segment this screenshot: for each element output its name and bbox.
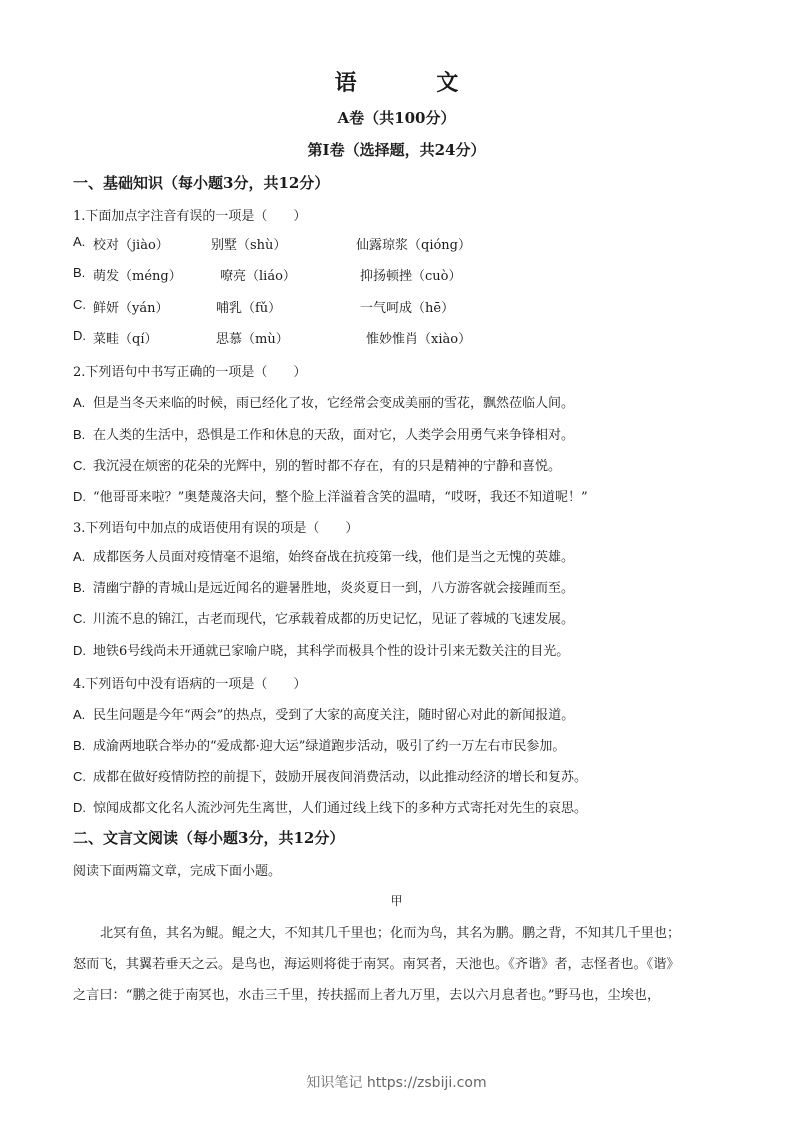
- q4-option-c: C. 成都在做好疫情防控的前提下，鼓励开展夜间消费活动，以此推动经济的增长和复苏。: [73, 769, 588, 785]
- q2-option-a: A. 但是当冬天来临的时候，雨已经化了妆，它经常会变成美丽的雪花，飘然莅临人间。: [73, 395, 575, 411]
- question-1-stem: 1.下面加点字注音有误的一项是（ ）: [73, 209, 307, 224]
- paper-subtitle-b: 第Ⅰ卷（选择题，共24分）: [307, 141, 486, 159]
- q3-option-d: D. 地铁6号线尚未开通就已家喻户晓，其科学而极具个性的设计引来无数关注的目光。: [73, 643, 570, 659]
- q1-option-a-item3: 仙露琼浆（qióng）: [356, 238, 472, 253]
- q1-option-b-item3: 抑扬顿挫（cuò）: [360, 269, 462, 284]
- q2-option-c: C. 我沉浸在烦密的花朵的光辉中，别的暂时都不存在，有的只是精神的宁静和喜悦。: [73, 458, 562, 474]
- q1-option-a-item1: 校对（jiào）: [93, 238, 169, 253]
- q1-option-a: A.: [73, 234, 86, 249]
- section-heading-classical: 二、文言文阅读（每小题3分，共12分）: [73, 829, 345, 847]
- q1-option-c-item1: 鲜妍（yán）: [93, 301, 169, 316]
- q3-option-a: A. 成都医务人员面对疫情毫不退缩，始终奋战在抗疫第一线，他们是当之无愧的英雄。: [73, 549, 575, 565]
- q1-option-d-item1: 菜畦（qí）: [93, 332, 158, 347]
- q1-option-d-item3: 惟妙惟肖（xiào）: [366, 332, 472, 347]
- q4-option-d: D. 惊闻成都文化名人流沙河先生离世，人们通过线上线下的多种方式寄托对先生的哀思。: [73, 800, 588, 816]
- question-2-stem: 2.下列语句中书写正确的一项是（ ）: [73, 365, 307, 380]
- q1-option-b: B.: [73, 265, 86, 280]
- passage-title: 甲: [390, 894, 403, 908]
- q1-option-a-item2: 别墅（shù）: [211, 238, 287, 253]
- question-3-stem: 3.下列语句中加点的成语使用有误的项是（ ）: [73, 521, 359, 536]
- q4-option-b: B. 成渝两地联合举办的“爱成都·迎大运”绿道跑步活动，吸引了约一万左右市民参加。: [73, 738, 566, 754]
- footer-watermark: 知识笔记 https://zsbiji.com: [306, 1075, 487, 1091]
- q1-option-c-item2: 哺乳（fǔ）: [216, 301, 282, 316]
- section-heading-basic: 一、基础知识（每小题3分，共12分）: [73, 174, 330, 192]
- q1-option-d-item2: 思慕（mù）: [216, 332, 289, 347]
- q1-option-c-item3: 一气呵成（hē）: [360, 301, 455, 316]
- q1-option-d: D.: [73, 328, 86, 343]
- passage-line-2: 怒而飞，其翼若垂天之云。是鸟也，海运则将徙于南冥。南冥者，天池也。《齐谐》者，志怪者也。《谐》: [73, 957, 680, 972]
- reading-instruction: 阅读下面两篇文章，完成下面小题。: [73, 864, 282, 879]
- q2-option-b: B. 在人类的生活中，恐惧是工作和休息的天敌，面对它，人类学会用勇气来争锋相对。: [73, 427, 575, 443]
- q1-option-c: C.: [73, 297, 86, 312]
- q4-option-a: A. 民生问题是今年“两会”的热点，受到了大家的高度关注，随时留心对此的新闻报道。: [73, 707, 575, 723]
- question-4-stem: 4.下列语句中没有语病的一项是（ ）: [73, 677, 307, 692]
- q3-option-b: B. 清幽宁静的青城山是远近闻名的避暑胜地，炎炎夏日一到，八方游客就会接踵而至。: [73, 580, 575, 596]
- paper-subtitle-a: A卷（共100分）: [337, 109, 456, 127]
- q1-option-b-item1: 萌发（méng）: [93, 269, 182, 284]
- q2-option-d: D. “他哥哥来啦？”奥楚蔑洛夫问，整个脸上洋溢着含笑的温晴，“哎呀，我还不知道呢！”: [73, 489, 588, 505]
- q3-option-c: C. 川流不息的锦江，古老而现代，它承载着成都的历史记忆，见证了蓉城的飞速发展。: [73, 611, 575, 627]
- q1-option-b-item2: 嘹亮（liáo）: [220, 269, 296, 284]
- page-title: 语 文: [334, 70, 495, 96]
- passage-line-3: 之言曰：“鹏之徙于南冥也，水击三千里，抟扶摇而上者九万里，去以六月息者也。”野马也，尘埃也，: [73, 988, 661, 1003]
- passage-line-1: 北冥有鱼，其名为鲲。鲲之大，不知其几千里也；化而为鸟，其名为鹏。鹏之背，不知其几千里也；: [100, 926, 681, 941]
